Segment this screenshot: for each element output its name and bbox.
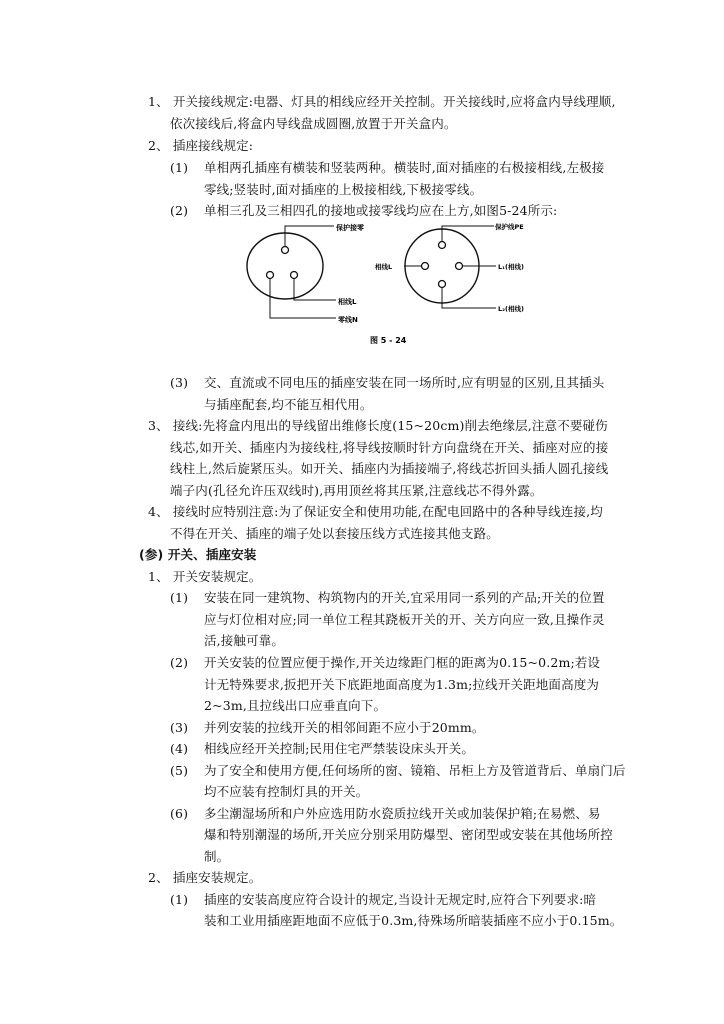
text-line: 线芯,如开关、插座内为接线柱,将导线按顺时针方向盘绕在开关、插座对应的接 xyxy=(170,440,609,455)
text-line: 2~3m,且拉线出口应垂直向下。 xyxy=(204,698,387,713)
text-line: 与插座配套,均不能互相代用。 xyxy=(204,397,373,412)
item-number: (6) xyxy=(170,806,189,821)
item-number: (4) xyxy=(170,741,189,756)
text-line: 为了安全和使用方便,任何场所的窗、镜箱、吊柜上方及管道背后、单扇门后 xyxy=(204,763,626,778)
neutral-hole xyxy=(291,272,298,279)
text-line: 多尘潮湿场所和户外应选用防水瓷质拉线开关或加装保护箱;在易燃、易 xyxy=(204,806,601,821)
text-line: 相线应经开关控制;民用住宅严禁装设床头开关。 xyxy=(204,741,475,756)
text-line: 1、 开关接线规定:电器、灯具的相线应经开关控制。开关接线时,应将盒内导线理顺, xyxy=(148,94,616,109)
item-number: (1) xyxy=(170,892,189,907)
text-line: 2、 插座接线规定: xyxy=(148,138,254,153)
text-line: 单相三孔及三相四孔的接地或接零线均应在上方,如图5-24所示: xyxy=(204,203,558,218)
section-heading: (参) 开关、插座安装 xyxy=(139,547,257,562)
socket-wiring-figure xyxy=(230,212,550,352)
text-line: 活,接触可靠。 xyxy=(204,633,285,648)
fig-label: L₂(相线) xyxy=(498,305,524,313)
text-line: 制。 xyxy=(204,849,230,864)
item-number: (1) xyxy=(170,160,189,175)
figure-caption: 图 5 - 24 xyxy=(370,336,407,345)
item-number: (1) xyxy=(170,590,189,605)
text-line: 2、 插座安装规定。 xyxy=(148,870,262,885)
text-line: 单相两孔插座有横装和竖装两种。横装时,面对插座的右极接相线,左极接 xyxy=(204,160,605,175)
text-line: 安装在同一建筑物、构筑物内的开关,宜采用同一系列的产品;开关的位置 xyxy=(204,590,605,605)
phase-hole xyxy=(439,281,446,288)
fig-label: 相线L xyxy=(338,298,357,306)
text-line: 线柱上,然后旋紧压头。如开关、插座内为插接端子,将线芯折回头插人圆孔接线 xyxy=(170,461,609,476)
text-line: 爆和特别潮湿的场所,开关应分别采用防爆型、密闭型或安装在其他场所控 xyxy=(204,827,613,842)
text-line: 计无特殊要求,扳把开关下底距地面高度为1.3m;拉线开关距地面高度为 xyxy=(204,677,600,692)
text-line: 插座的安装高度应符合设计的规定,当设计无规定时,应符合下列要求:暗 xyxy=(204,892,597,907)
text-line: 应与灯位相对应;同一单位工程其跷板开关的开、关方向应一致,且操作灵 xyxy=(204,612,605,627)
fig-label: 零线N xyxy=(338,316,358,324)
fig-label: 保护线PE xyxy=(495,223,524,231)
phase-hole xyxy=(422,263,429,270)
leader-line xyxy=(270,278,336,318)
text-line: 端子内(孔径允许压双线时),再用顶丝将其压紧,注意线芯不得外露。 xyxy=(170,483,543,498)
item-number: (2) xyxy=(170,655,189,670)
item-number: (3) xyxy=(170,720,189,735)
pe-hole xyxy=(439,242,446,249)
text-line: 装和工业用插座距地面不应低于0.3m,待殊场所暗装插座不应小于0.15m。 xyxy=(204,913,623,928)
earth-hole xyxy=(282,247,289,254)
text-line: 不得在开关、插座的端子处以套接压线方式连接其他支路。 xyxy=(170,526,499,541)
fig-label: L₁(相线) xyxy=(498,263,524,271)
text-line: 零线;竖装时,面对插座的上极接相线,下极接零线。 xyxy=(204,182,483,197)
text-line: 4、 接线时应特别注意:为了保证安全和使用功能,在配电回路中的各种导线连接,均 xyxy=(148,504,603,519)
leader-line xyxy=(285,226,334,246)
item-number: (5) xyxy=(170,763,189,778)
phase-hole xyxy=(267,272,274,279)
text-line: 并列安装的拉线开关的相邻间距不应小于20mm。 xyxy=(204,720,485,735)
text-line: 3、 接线:先将盒内甩出的导线留出维修长度(15~20cm)削去绝缘层,注意不要碰伤 xyxy=(148,418,608,433)
item-number: (3) xyxy=(170,375,189,390)
phase-hole xyxy=(456,263,463,270)
fig-label: 相线L xyxy=(375,263,393,271)
text-line: 开关安装的位置应便于操作,开关边缘距门框的距离为0.15~0.2m;若设 xyxy=(204,655,601,670)
fig-label: 保护接零 xyxy=(336,224,364,232)
text-line: 1、 开关安装规定。 xyxy=(148,569,262,584)
text-line: 均不应装有控制灯具的开关。 xyxy=(204,784,369,799)
text-line: 依次接线后,将盒内导线盘成圆圈,放置于开关盒内。 xyxy=(170,116,457,131)
text-line: 交、直流或不同电压的插座安装在同一场所时,应有明显的区别,且其插头 xyxy=(204,375,605,390)
item-number: (2) xyxy=(170,203,189,218)
